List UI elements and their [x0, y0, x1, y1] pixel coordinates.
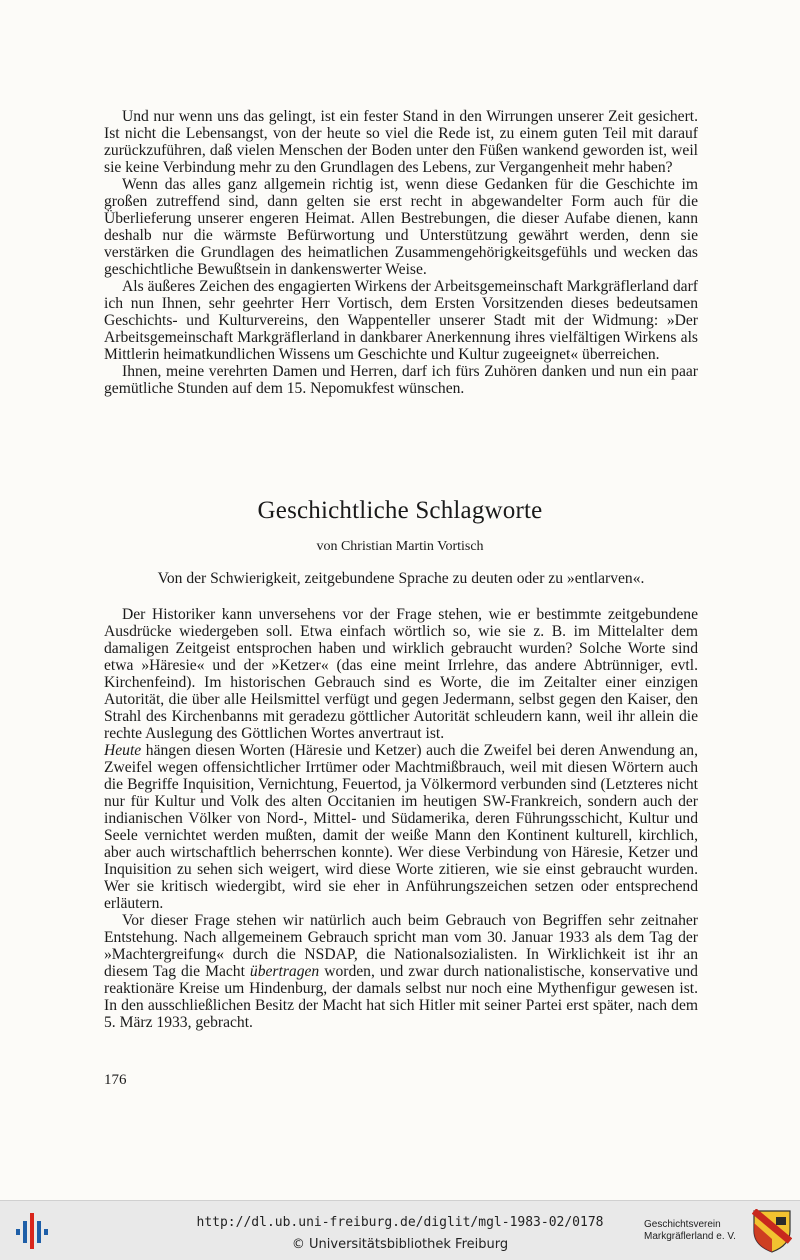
society-line: Markgräflerland e. V. [644, 1231, 736, 1242]
article-author: von Christian Martin Vortisch [316, 539, 484, 554]
paragraph-text: Vor dieser Frage stehen wir natürlich auch beim Gebrauch von Begriffen sehr zeitnaher Entstehung. Nach allgemeinem Gebrauch spricht man vom 30. Januar 1933 als dem Tag der »Machtergreifung« durch die NSDAP, die Nationalsozialisten. In Wirklichkeit ist ihr an diesem Tag die Macht [104, 912, 698, 980]
page-number: 176 [104, 1072, 127, 1088]
article-subtitle: Von der Schwierigkeit, zeitgebundene Sprache zu deuten oder zu »entlarven«. [157, 570, 645, 587]
paragraph: Ihnen, meine verehrten Damen und Herren, darf ich fürs Zuhören danken und nun ein paar gemütliche Stunden auf dem 15. Nepomukfest wünschen. [104, 363, 698, 397]
paragraph-text: Der Historiker kann unversehens vor der Frage stehen, wie er bestimmte zeitgebundene Ausdrücke wiedergeben soll. Etwa einfach wörtlich so, wie sie z. B. im Mittelalter dem damaligen Zeitgeist entsprochen haben und wirklich gebraucht wurden? Solche Worte sind etwa »Häresie« und der »Ketzer« (das eine meint Irrlehre, das andere Abtrünniger, evtl. Kirchenfeind). Im historischen Gebrauch sind es Worte, die im Zeitalter einer einzigen Autorität, die über alle Heilsmittel verfügt und gegen Jedermann, selbst gegen den Kaiser, den Strahl des Kirchenbanns mit geradezu göttlicher Autorität schleudern kann, weil ihr allein die rechte Auslegung des Göttlichen Wortes anvertraut ist. [104, 606, 698, 742]
emphasis-heute: Heute [104, 742, 142, 759]
paragraph-text: worden, und zwar durch nationalistische, konservative und reaktionäre Kreise um Hindenburg, der damals selbst nur noch eine Mythenfigur gewesen ist. In den ausschließlichen Besitz der Macht hat sich Hitler mit seiner Partei erst später, nach dem 5. März 1933, gebracht. [104, 963, 698, 1031]
markgraeflerland-crest-icon [752, 1209, 792, 1253]
speech-text [104, 108, 698, 397]
paragraph: Als äußeres Zeichen des engagierten Wirkens der Arbeitsgemeinschaft Markgräflerland darf ich nun Ihnen, sehr geehrter Herr Vortisch, dem Ersten Vorsitzenden dieses bedeutsamen Geschichts- und Kulturvereins, den Wappenteller unserer Stadt mit der Widmung: »Der Arbeitsgemeinschaft Markgräflerland in dankbarer Anerkennung ihres vielfältigen Wirkens als Mittlerin heimatkundlichen Wissens um Geschichte und Kultur zugeeignet« überreichen. [104, 278, 698, 363]
society-line: Geschichtsverein [644, 1219, 721, 1230]
footer-url-link[interactable]: http://dl.ub.uni-freiburg.de/diglit/mgl-1983-02/0178 [196, 1215, 604, 1230]
article-title: Geschichtliche Schlagworte [257, 497, 543, 524]
paragraph-text: hängen diesen Worten (Häresie und Ketzer) auch die Zweifel bei deren Anwendung an, Zweifel wegen offensichtlicher Irrtümer oder Machtmißbrauch, weil mit diesen Wörtern auch die Begriffe Inquisition, Vernichtung, Feuertod, ja Völkermord verbunden sind (Letzteres nicht nur für Kultur und Volk des alten Occitanien im heutigen SW-Frankreich, sondern auch der indianischen Völker von Nord-, Mittel- und Südamerika, deren Führungsschicht, Kultur und Seele vernichtet werden mußten, damit der weiße Mann den Kontinent kulturell, kirchlich, aber auch wirtschaftlich beherrschen konnte). Wer diese Verbindung von Häresie, Ketzer und Inquisition zu sehen sich weigert, wird diese Worte zitieren, wie sie einst gebraucht wurden. Wer sie kritisch wiedergibt, wird sie eher in Anführungszeichen setzen oder entsprechend erläutern. [104, 742, 698, 912]
paragraph [104, 606, 698, 912]
footer-bar [0, 1200, 800, 1260]
article-text [104, 606, 698, 1031]
paragraph: Und nur wenn uns das gelingt, ist ein fester Stand in den Wirrungen unserer Zeit gesichert. Ist nicht die Lebensangst, von der heute so viel die Rede ist, zu einem guten Teil mit darauf zurückzuführen, daß vielen Menschen der Boden unter den Füßen wankend geworden ist, weil sie keine Verbindung mehr zu den Grundlagen des Lebens, zur Vergangenheit mehr haben? [104, 108, 698, 176]
emphasis-uebertragen: übertragen [249, 963, 320, 980]
society-name [644, 1219, 754, 1243]
paragraph [104, 912, 698, 1031]
footer-copyright: © Universitätsbibliothek Freiburg [291, 1237, 509, 1252]
paragraph: Wenn das alles ganz allgemein richtig ist, wenn diese Gedanken für die Geschichte im großen zutreffend sind, dann gelten sie erst recht in abgewandelter Form auch für die Überlieferung unserer engeren Heimat. Allen Bestrebungen, die dieser Aufabe dienen, kann deshalb nur die wärmste Befürwortung und Unterstützung gewährt werden, denn sie verstärken die Grundlagen des heimatlichen Zusammengehörigkeitsgefühls und wecken das geschichtliche Bewußtsein in dankenswerter Weise. [104, 176, 698, 278]
